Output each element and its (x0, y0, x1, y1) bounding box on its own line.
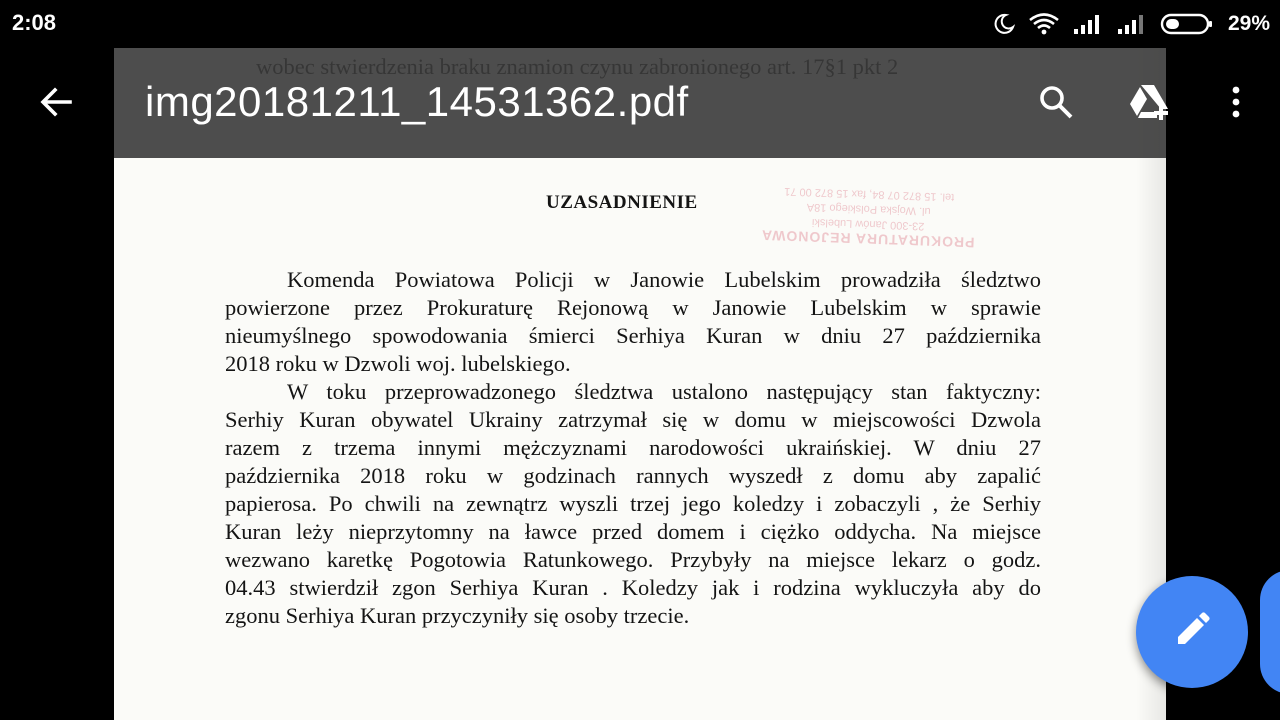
battery-icon (1160, 12, 1214, 36)
edit-pencil-icon (1172, 610, 1212, 655)
status-icons (992, 10, 1270, 38)
paragraph-line: razem z trzema innymi mężczyznami narodowości ukraińskiej. W dniu 27 (225, 435, 1041, 460)
paragraph-line: Serhiy Kuran obywatel Ukrainy zatrzymał się w domu w miejscowości Dzwola (225, 407, 1041, 432)
paragraph-line: powierzone przez Prokuraturę Rejonową w Janowie Lubelskim w sprawie (225, 295, 1041, 320)
paragraph-line: Kuran leży nieprzytomny na ławce przed domem i ciężko oddycha. Na miejsce (225, 519, 1041, 544)
back-button[interactable] (30, 80, 82, 128)
status-bar (0, 0, 1280, 48)
paragraph-line: października 2018 roku w godzinach rannych wyszedł z domu aby zapalić (225, 463, 1041, 488)
more-vert-icon (1230, 84, 1242, 125)
document-title: img20181211_14531362.pdf (145, 78, 689, 125)
document-heading: UZASADNIENIE (546, 192, 698, 213)
moon-icon (992, 12, 1016, 36)
prosecutor-stamp: PROKURATURA REJONOWA 23-300 Janów Lubelski ul. Wojska Polskiego 18A tel. 15 872 07 84, fax 15 872 00 71 (760, 185, 975, 251)
edit-fab-button[interactable] (1136, 576, 1248, 688)
search-button[interactable] (1032, 80, 1080, 128)
save-to-drive-button[interactable] (1126, 80, 1174, 128)
wifi-icon (1028, 12, 1060, 36)
drive-add-icon (1128, 82, 1172, 127)
paragraph-line: W toku przeprowadzonego śledztwa ustalono następujący stan faktyczny: (287, 379, 1041, 404)
more-options-button[interactable] (1212, 80, 1260, 128)
battery-percent: 29% (1227, 12, 1270, 35)
signal-icon (1072, 12, 1104, 36)
status-time: 2:08 (12, 10, 57, 35)
signal-icon (1116, 12, 1148, 36)
paragraph-line: 2018 roku w Dzwoli woj. lubelskiego. (225, 351, 571, 376)
back-arrow-icon (38, 84, 74, 125)
secondary-fab[interactable] (1260, 570, 1280, 694)
paragraph-line: papierosa. Po chwili na zewnątrz wyszli trzej jego koledzy i zobaczyli , że Serhiy (225, 491, 1041, 516)
paragraph-line: Komenda Powiatowa Policji w Janowie Lubelskim prowadziła śledztwo (287, 267, 1041, 292)
paragraph-line: 04.43 stwierdził zgon Serhiya Kuran . Koledzy jak i rodzina wykluczyła aby do (225, 575, 1041, 600)
paragraph-line: wezwano karetkę Pogotowia Ratunkowego. Przybyły na miejsce lekarz o godz. (225, 547, 1041, 572)
search-icon (1037, 83, 1075, 126)
paragraph-line: zgonu Serhiya Kuran przyczyniły się osoby trzecie. (225, 603, 690, 628)
paragraph-line: nieumyślnego spowodowania śmierci Serhiya Kuran w dniu 27 października (225, 323, 1041, 348)
